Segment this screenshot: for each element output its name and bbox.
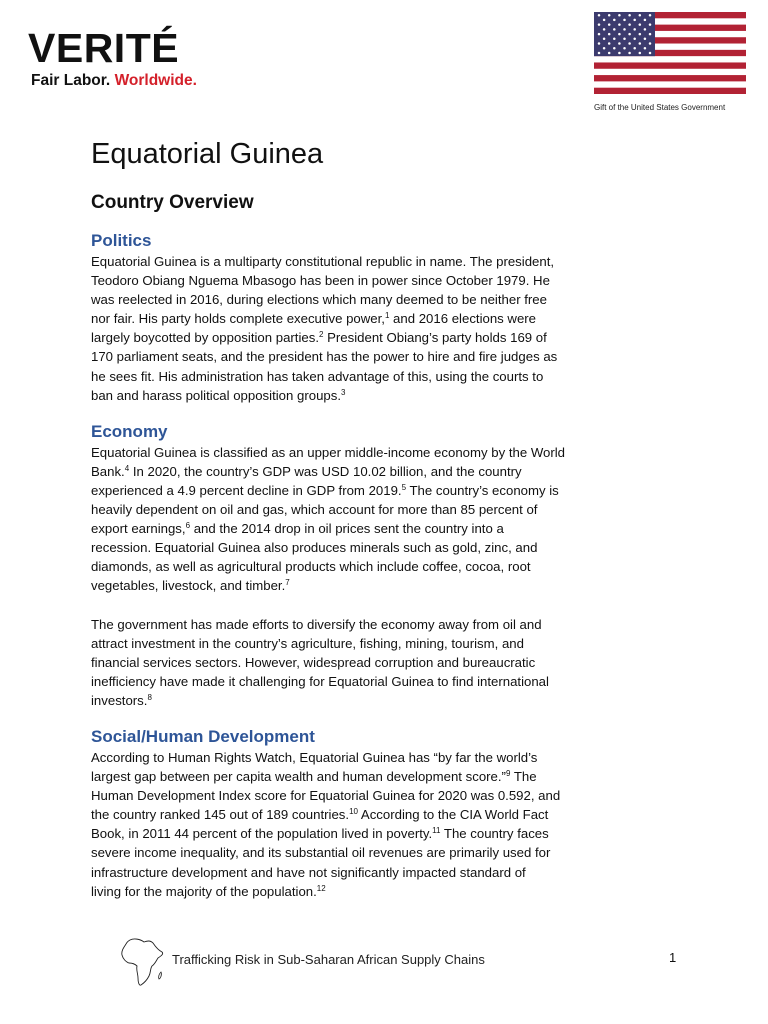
text-line: [91, 367, 591, 386]
logo-tagline: [31, 72, 197, 90]
line-text: nor fair. His party holds complete executive power,: [91, 311, 385, 327]
page-subtitle: Country Overview: [91, 192, 254, 213]
text-line: [91, 462, 591, 481]
footnote-ref: 1: [384, 311, 390, 321]
section-heading: Social/Human Development: [91, 726, 315, 746]
footnote-ref: 9: [505, 769, 511, 779]
paragraph: [91, 252, 591, 405]
line-text: vegetables, livestock, and timber.: [91, 578, 286, 594]
text-line: [91, 691, 591, 710]
flag-stripe: [594, 56, 746, 63]
page-footer: [120, 936, 720, 996]
flag-star: [608, 23, 611, 26]
line-text: living for the majority of the population.: [91, 883, 317, 899]
text-line: [91, 767, 591, 786]
line-text: was reelected in 2016, during elections which many deemed to be neither free: [91, 292, 547, 308]
text-line: [91, 443, 591, 462]
flag-star: [639, 23, 642, 26]
section: [91, 421, 591, 710]
flag-stripe: [594, 81, 746, 88]
flag-star: [608, 52, 611, 55]
line-text: inefficiency have made it challenging for Equatorial Guinea to find international: [91, 673, 549, 689]
flag-star: [633, 47, 636, 50]
logo-wordmark: VERITÉ: [28, 25, 180, 71]
flag-star: [598, 52, 601, 55]
line-text: heavily dependent on oil and gas, which account for more than 85 percent of: [91, 502, 538, 518]
flag-star: [613, 38, 616, 41]
flag-star: [598, 14, 601, 17]
line-text: Equatorial Guinea is a multiparty constitutional republic in name. The president,: [91, 254, 555, 269]
flag-stripe: [594, 69, 746, 76]
text-line: [91, 290, 591, 309]
line-text: diamonds, as well as agricultural products which include coffee, cocoa, root: [91, 559, 531, 575]
footnote-ref: 12: [316, 883, 326, 893]
line-text: ban and harass political opposition groups.: [91, 387, 341, 403]
line-text-cont: The country faces: [440, 826, 549, 842]
section-heading: Politics: [91, 231, 152, 250]
footnote-ref: 11: [432, 826, 441, 836]
line-text: According to Human Rights Watch, Equatorial Guinea has “by far the world’s: [91, 749, 538, 765]
tagline-worldwide: Worldwide.: [114, 72, 197, 89]
line-text: he sees fit. His administration has taken advantage of this, using the courts to: [91, 368, 544, 384]
flag-star: [618, 42, 621, 45]
page-title: Equatorial Guinea: [91, 138, 324, 170]
flag-star: [603, 47, 606, 50]
text-line: [91, 481, 591, 500]
line-text: Equatorial Guinea is classified as an upper middle-income economy by the World: [91, 444, 566, 460]
text-line: [91, 557, 591, 576]
flag-star: [598, 33, 601, 36]
text-line: [91, 328, 591, 347]
line-text: 170 parliament seats, and the president has the power to hire and fire judges as: [91, 349, 558, 365]
text-line: [91, 786, 591, 805]
line-text: largely boycotted by opposition parties.: [91, 330, 319, 346]
flag-star: [603, 19, 606, 22]
flag-star: [649, 42, 652, 45]
flag-star: [633, 38, 636, 41]
footnote-ref: 5: [401, 482, 407, 492]
line-text-cont: and the 2014 drop in oil prices sent the country into a: [190, 521, 504, 537]
text-line: [91, 843, 591, 862]
line-text-cont: According to the CIA World Fact: [357, 807, 549, 823]
flag-star: [623, 47, 626, 50]
flag-star: [649, 33, 652, 36]
line-text: infrastructure development and have not significantly impacted standard of: [91, 864, 526, 880]
paragraph: [91, 443, 591, 596]
line-text: Bank.: [91, 463, 125, 479]
page-number: 1: [669, 950, 677, 965]
footer-title: Trafficking Risk in Sub-Saharan African Supply Chains: [172, 952, 485, 967]
flag-star: [628, 42, 631, 45]
flag-stripe: [594, 75, 746, 82]
flag-star: [613, 19, 616, 22]
line-text: financial services sectors. However, widespread corruption and bureaucratic: [91, 654, 536, 670]
flag-star: [633, 28, 636, 31]
flag-star: [639, 52, 642, 55]
section: [91, 726, 591, 901]
flag-star: [623, 28, 626, 31]
flag-star: [613, 28, 616, 31]
flag-star: [628, 33, 631, 36]
flag-star: [644, 38, 647, 41]
flag-star: [623, 19, 626, 22]
verite-logo: [28, 26, 197, 90]
footnote-ref: 7: [285, 578, 290, 588]
text-line: [91, 386, 591, 405]
text-line: [91, 309, 591, 328]
flag-star: [649, 23, 652, 26]
flag-stripe: [594, 62, 746, 69]
footnote-ref: 3: [341, 387, 346, 397]
line-text-cont: The country’s economy is: [406, 482, 559, 498]
text-line: [91, 519, 591, 538]
footnote-ref: 4: [124, 463, 130, 473]
text-line: [91, 805, 591, 824]
flag-star: [603, 28, 606, 31]
flag-star: [649, 52, 652, 55]
flag-star: [623, 38, 626, 41]
sections-container: [91, 230, 591, 901]
flag-stripe: [594, 88, 746, 94]
footnote-ref: 10: [349, 807, 358, 817]
flag-star: [633, 19, 636, 22]
line-text-cont: President Obiang’s party holds 169 of: [323, 330, 547, 346]
text-line: [91, 882, 591, 901]
line-text: export earnings,: [91, 521, 186, 537]
text-line: [91, 538, 591, 557]
flag-star: [649, 14, 652, 17]
flag-star: [644, 19, 647, 22]
flag-star: [618, 14, 621, 17]
flag-star: [639, 33, 642, 36]
footnote-ref: 6: [185, 521, 191, 531]
text-line: [91, 863, 591, 882]
paragraph: [91, 748, 591, 901]
flag-star: [618, 23, 621, 26]
line-text: experienced a 4.9 percent decline in GDP from 2019.: [91, 482, 402, 498]
line-text: investors.: [91, 692, 148, 708]
footnote-ref: 2: [319, 330, 324, 340]
flag-star: [639, 14, 642, 17]
flag-star: [598, 23, 601, 26]
tagline-fair-labor: Fair Labor.: [31, 72, 115, 89]
flag-star: [603, 38, 606, 41]
line-text: recession. Equatorial Guinea also produces minerals such as gold, zinc, and: [91, 540, 538, 556]
text-line: [91, 500, 591, 519]
flag-star: [618, 52, 621, 55]
us-flag-icon: [594, 12, 746, 94]
text-line: [91, 672, 591, 691]
line-text-cont: In 2020, the country’s GDP was USD 10.02 billion, and the country: [129, 463, 522, 479]
text-line: [91, 271, 591, 290]
line-text: the country ranked 145 out of 189 countries.: [91, 807, 350, 823]
flag-star: [608, 42, 611, 45]
flag-canton: [594, 12, 655, 56]
line-text-cont: The: [510, 769, 537, 785]
flag-star: [628, 23, 631, 26]
text-line: [91, 576, 591, 595]
document-body: [91, 132, 591, 901]
flag-star: [644, 28, 647, 31]
text-line: [91, 252, 591, 271]
text-line: [91, 634, 591, 653]
text-line: [91, 347, 591, 366]
text-line: [91, 824, 591, 843]
section: [91, 230, 591, 405]
flag-star: [644, 47, 647, 50]
africa-map-icon: [120, 936, 166, 988]
gift-caption: Gift of the United States Government: [594, 103, 726, 112]
footnote-ref: 8: [147, 692, 152, 702]
line-text: largest gap between per capita wealth and human development score.”: [91, 769, 506, 785]
text-line: [91, 748, 591, 767]
text-line: [91, 653, 591, 672]
section-heading: Economy: [91, 421, 168, 441]
flag-star: [628, 52, 631, 55]
flag-star: [628, 14, 631, 17]
flag-star: [613, 47, 616, 50]
flag-star: [618, 33, 621, 36]
line-text-cont: and 2016 elections were: [389, 311, 537, 327]
line-text: attract investment in the country’s agriculture, fishing, mining, tourism, and: [91, 635, 524, 651]
line-text: Book, in 2011 44 percent of the population lived in poverty.: [91, 826, 433, 842]
flag-star: [608, 14, 611, 17]
paragraph: [91, 615, 591, 710]
line-text: The government has made efforts to diversify the economy away from oil and: [91, 616, 542, 632]
flag-star: [598, 42, 601, 45]
flag-star: [639, 42, 642, 45]
line-text: severe income inequality, and its substantial oil revenues are primarily used for: [91, 845, 551, 861]
line-text: Teodoro Obiang Nguema Mbasogo has been in power since October 1979. He: [91, 273, 550, 289]
flag-star: [608, 33, 611, 36]
text-line: [91, 615, 591, 634]
line-text: Human Development Index score for Equatorial Guinea for 2020 was 0.592, and: [91, 788, 561, 804]
